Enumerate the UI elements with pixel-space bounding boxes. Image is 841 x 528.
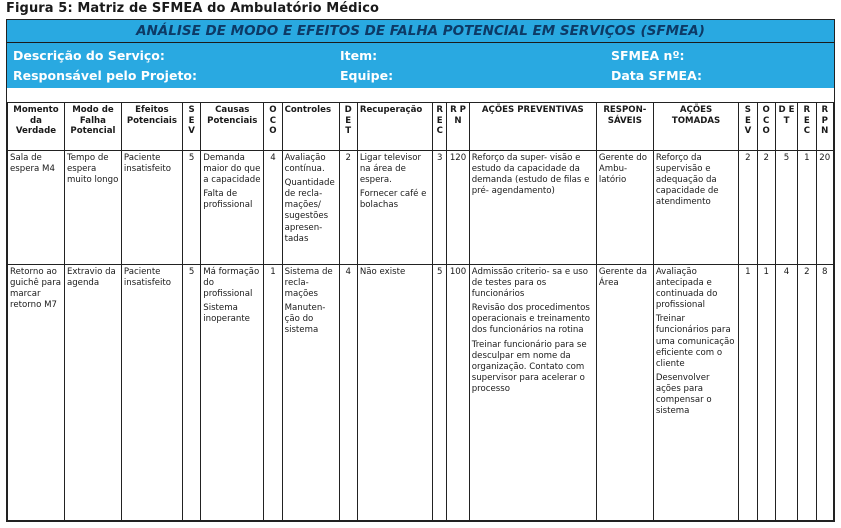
cell-recuperacao (357, 151, 432, 265)
recovery-text: Não existe (359, 267, 406, 277)
recovery-text: Fornecer café e bolachas (359, 189, 427, 211)
cell-det-2: 5 (775, 151, 797, 265)
col-acoes-preventivas: AÇÕES PREVENTIVAS (469, 103, 596, 151)
cell-oco-2: 2 (757, 151, 775, 265)
recovery-text: Ligar televisor na área de espera. (359, 153, 422, 186)
cell-rpn: 120 (447, 151, 469, 265)
cell-rec: 5 (433, 265, 447, 521)
control-text: Avaliação contínua. (284, 153, 326, 175)
sfmea-banner (7, 20, 834, 88)
banner-title: ANÁLISE DE MODO E EFEITOS DE FALHA POTENCIAL EM SERVIÇOS (SFMEA) (7, 20, 834, 43)
control-text: Manuten- ção do sistema (284, 303, 326, 336)
cell-acoes-tomadas (653, 265, 738, 521)
cell-oco: 4 (264, 151, 282, 265)
cell-efeitos: Paciente insatisfeito (121, 151, 182, 265)
figure-caption: Figura 5: Matriz de SFMEA do Ambulatório Médico (6, 1, 380, 16)
cell-efeitos: Paciente insatisfeito (121, 265, 182, 521)
cell-rpn: 100 (447, 265, 469, 521)
col-acoes-tomadas: AÇÕES TOMADAS (653, 103, 738, 151)
cell-responsaveis: Gerente do Ambu- latório (596, 151, 653, 265)
table-row (8, 265, 834, 521)
project-owner-label: Responsável pelo Projeto: (13, 68, 198, 83)
cell-rec-2: 2 (798, 265, 816, 521)
preventive-action-text: Reforço da super- visão e estudo da capacidade da demanda (estudo de filas e pré- agendamento) (471, 153, 590, 197)
taken-action-text: Desenvolver ações para compensar o sistema (655, 372, 712, 417)
service-description-label: Descrição do Serviço: (13, 48, 165, 63)
table-row (8, 151, 834, 265)
col-rpn: R P N (447, 103, 469, 151)
cell-rec: 3 (433, 151, 447, 265)
col-causas: Causas Potenciais (201, 103, 264, 151)
taken-action-text: Treinar funcionários para uma comunicação eficiente com o cliente (655, 314, 735, 369)
sfmea-table (7, 102, 834, 521)
col-controles: Controles (282, 103, 339, 151)
col-efeitos: Efeitos Potenciais (121, 103, 182, 151)
cell-rec-2: 1 (798, 151, 816, 265)
cell-oco-2: 1 (757, 265, 775, 521)
cell-controles (282, 265, 339, 521)
cell-responsaveis: Gerente da Área (596, 265, 653, 521)
control-text: Quantidade de recla- mações/ sugestões apresen- tadas (284, 178, 335, 244)
cell-momento: Retorno ao guichê para marcar retorno M7 (8, 265, 65, 521)
preventive-action-text: Treinar funcionário para se desculpar em nome da organização. Contato com supervisor para acelerar o processo (471, 339, 587, 394)
col-sev: S E V (182, 103, 200, 151)
col-momento: Momento da Verdade (8, 103, 65, 151)
taken-action-text: Reforço da supervisão e adequação da capacidade de atendimento (655, 153, 719, 208)
col-oco-2: O C O (757, 103, 775, 151)
cell-acoes-preventivas (469, 151, 596, 265)
col-sev-2: S E V (739, 103, 757, 151)
team-label: Equipe: (340, 68, 394, 83)
cell-acoes-tomadas (653, 151, 738, 265)
cell-recuperacao (357, 265, 432, 521)
col-responsaveis: RESPON- SÁVEIS (596, 103, 653, 151)
cell-det: 2 (339, 151, 357, 265)
preventive-action-text: Admissão criterio- sa e uso de testes para os funcionários (471, 267, 589, 300)
cell-det-2: 4 (775, 265, 797, 521)
sfmea-number-label: SFMEA nº: (611, 48, 685, 63)
sfmea-date-label: Data SFMEA: (611, 68, 702, 83)
col-modo: Modo de Falha Potencial (64, 103, 121, 151)
cell-momento: Sala de espera M4 (8, 151, 65, 265)
item-label: Item: (340, 48, 378, 63)
col-recuperacao: Recuperação (357, 103, 432, 151)
cell-det: 4 (339, 265, 357, 521)
cell-sev-2: 2 (739, 151, 757, 265)
cell-sev: 5 (182, 151, 200, 265)
taken-action-text: Avaliação antecipada e continuada do profissional (655, 267, 718, 311)
preventive-action-text: Revisão dos procedimentos operacionais e treinamento dos funcionários na rotina (471, 303, 591, 336)
cause-text: Demanda maior do que a capacidade (203, 153, 261, 186)
cause-text: Falta de profissional (203, 189, 253, 211)
cell-causas (201, 151, 264, 265)
col-oco: O C O (264, 103, 282, 151)
cell-modo: Tempo de espera muito longo (64, 151, 121, 265)
col-rpn-2: R P N (816, 103, 833, 151)
cell-rpn-2: 8 (816, 265, 833, 521)
col-rec-2: R E C (798, 103, 816, 151)
cell-sev-2: 1 (739, 265, 757, 521)
cause-text: Má formação do profissional (203, 267, 260, 300)
cell-modo: Extravio da agenda (64, 265, 121, 521)
cell-controles (282, 151, 339, 265)
cell-rpn-2: 20 (816, 151, 833, 265)
cell-oco: 1 (264, 265, 282, 521)
cell-causas (201, 265, 264, 521)
col-det: D E T (339, 103, 357, 151)
control-text: Sistema de recla- mações (284, 267, 333, 300)
cell-acoes-preventivas (469, 265, 596, 521)
sfmea-sheet (6, 19, 835, 522)
cause-text: Sistema inoperante (203, 303, 250, 325)
table-header-row (8, 103, 834, 151)
cell-sev: 5 (182, 265, 200, 521)
col-rec: R E C (433, 103, 447, 151)
col-det-2: D E T (775, 103, 797, 151)
